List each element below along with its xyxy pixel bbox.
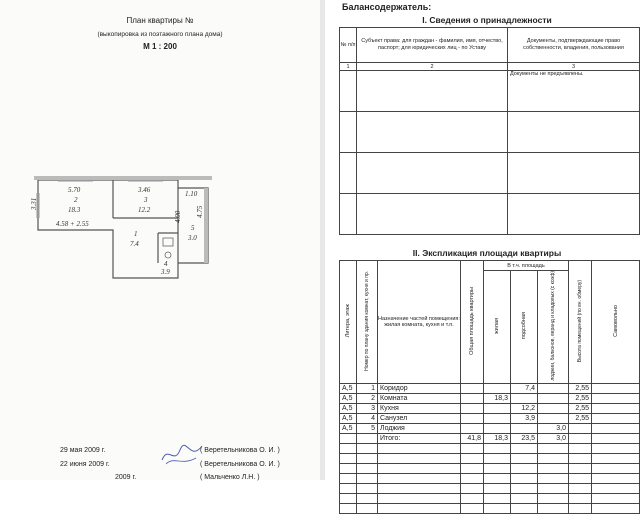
cell-name: Комната xyxy=(378,393,461,403)
col-number-2: 2 xyxy=(357,63,508,71)
header-height: Высота помещений (по вн. обмеру) xyxy=(577,279,583,362)
signature-name-3: ( Мальченко Л.Н. ) xyxy=(200,474,260,481)
cell-liter: А,5 xyxy=(340,403,357,413)
plan-subtitle: (выкопировка из поэтажного плана дома) xyxy=(97,31,223,38)
right-page xyxy=(325,0,640,480)
cell-total xyxy=(461,393,484,403)
table-row xyxy=(340,453,640,463)
cell-height: 2,55 xyxy=(569,393,592,403)
room3-num: 3 xyxy=(144,196,148,204)
cell-no: 2 xyxy=(357,393,378,403)
table-row xyxy=(340,393,640,403)
header-purpose: Назначение частей помещения: жилая комната, кухня и т.п. xyxy=(378,261,461,384)
cell-no: 4 xyxy=(357,413,378,423)
cell-liter: А,5 xyxy=(340,383,357,393)
total-row xyxy=(340,433,640,443)
table-row xyxy=(340,413,640,423)
bathtub-icon xyxy=(163,238,173,246)
cell-living xyxy=(484,403,511,413)
top-right-dim: 1.10 xyxy=(185,190,198,198)
header-aux: подсобная xyxy=(521,312,527,340)
cell-name: Лоджия xyxy=(378,423,461,433)
table-row xyxy=(340,423,640,433)
cell-living xyxy=(484,413,511,423)
signature-scribble-icon xyxy=(160,440,205,468)
header-incl: В т.ч. площадь xyxy=(484,261,569,271)
room1-area: 7.4 xyxy=(130,240,139,248)
total-aux: 23,5 xyxy=(511,433,538,443)
cell-loggia xyxy=(538,403,569,413)
cell-name: Коридор xyxy=(378,383,461,393)
cell-no: 3 xyxy=(357,403,378,413)
first-entry: Документы не предъявлены. xyxy=(508,71,640,112)
cell-total xyxy=(461,423,484,433)
cell-living xyxy=(484,383,511,393)
cell-aux xyxy=(511,423,538,433)
signature-date-2: 22 июня 2009 г. xyxy=(60,461,110,468)
cell-total xyxy=(461,383,484,393)
table-row xyxy=(340,403,640,413)
signature-name-1: ( Веретельникова О. И. ) xyxy=(200,447,280,454)
table-row xyxy=(340,443,640,453)
cell-aux xyxy=(511,393,538,403)
area-explication-table xyxy=(339,260,640,514)
total-label: Итого: xyxy=(378,433,461,443)
cell-loggia xyxy=(538,413,569,423)
cell-loggia xyxy=(538,393,569,403)
cell-height: 2,55 xyxy=(569,403,592,413)
table-row xyxy=(340,112,640,153)
room5-area: 3.0 xyxy=(188,234,197,242)
left-dim: 3.31 xyxy=(30,197,38,210)
table-row xyxy=(340,153,640,194)
room5-num: 5 xyxy=(191,224,195,232)
cell-height xyxy=(569,423,592,433)
cell-aux: 3,9 xyxy=(511,413,538,423)
left-page xyxy=(0,0,320,480)
room2-dim: 5.70 xyxy=(68,186,81,194)
cell-height: 2,55 xyxy=(569,383,592,393)
wall-hatch-top xyxy=(34,176,212,180)
table-row xyxy=(340,194,640,235)
cell-liter: А,5 xyxy=(340,393,357,403)
room2-num: 2 xyxy=(74,196,78,204)
cell-aux: 12,2 xyxy=(511,403,538,413)
cell-loggia xyxy=(538,383,569,393)
room2-area: 18.3 xyxy=(68,206,81,214)
header-total: Общая площадь квартиры xyxy=(469,286,475,355)
room3-area: 12.2 xyxy=(138,206,151,214)
cell-living xyxy=(484,423,511,433)
cell-liter: А,5 xyxy=(340,423,357,433)
section1-title: I. Сведения о принадлежности xyxy=(422,15,552,25)
header-number: № п/п xyxy=(340,28,357,63)
room4-area: 3.9 xyxy=(161,268,170,276)
balance-holder-label: Балансодержатель: xyxy=(342,2,432,12)
signature-date-3: 2009 г. xyxy=(115,474,137,481)
table-row xyxy=(340,503,640,513)
table-row xyxy=(340,383,640,393)
header-documents: Документы, подтверждающие право собственности, владения, пользования xyxy=(508,28,640,63)
header-living: жилая xyxy=(494,317,500,334)
header-room-no: Номер по плану здания комнат, кухни и пр. xyxy=(364,270,370,371)
col-number-1: 1 xyxy=(340,63,357,71)
total-living: 18,3 xyxy=(484,433,511,443)
cell-name: Санузел xyxy=(378,413,461,423)
cell-total xyxy=(461,403,484,413)
table-row xyxy=(340,71,640,112)
section2-title: II. Экспликация площади квартиры xyxy=(412,248,562,258)
header-subject: Субъект права: для граждан - фамилия, имя, отчество, паспорт; для юридических лиц - по Уставу xyxy=(357,28,508,63)
col-number-3: 3 xyxy=(508,63,640,71)
table-row xyxy=(340,463,640,473)
signature-date-1: 29 мая 2009 г. xyxy=(60,447,106,454)
table-row xyxy=(340,493,640,503)
plan-scale: М 1 : 200 xyxy=(143,42,177,51)
room3-dim: 3.46 xyxy=(138,186,151,194)
room4-num: 4 xyxy=(164,260,168,268)
plan-title: План квартиры № xyxy=(126,16,194,25)
table-row xyxy=(340,473,640,483)
cell-living: 18,3 xyxy=(484,393,511,403)
cell-no: 1 xyxy=(357,383,378,393)
cell-no: 5 xyxy=(357,423,378,433)
toilet-icon xyxy=(165,252,171,258)
header-liter: Литера, этаж xyxy=(345,304,351,338)
floor-plan xyxy=(28,168,218,283)
outer-wall xyxy=(38,180,208,278)
signature-name-2: ( Веретельникова О. И. ) xyxy=(200,461,280,468)
total-loggia: 3,0 xyxy=(538,433,569,443)
mid-dim: 4.00 xyxy=(174,210,182,223)
header-loggia: лоджии, балконов, веранд и кладовых (с коэф) xyxy=(550,271,556,381)
cell-liter: А,5 xyxy=(340,413,357,423)
room1-num: 1 xyxy=(134,230,138,238)
ownership-table xyxy=(339,27,640,235)
table-row xyxy=(340,483,640,493)
cell-name: Кухня xyxy=(378,403,461,413)
cell-loggia: 3,0 xyxy=(538,423,569,433)
header-extra: Самовольно xyxy=(612,304,619,337)
bottom-dim: 4.58 + 2.55 xyxy=(56,220,89,228)
wall-hatch-right xyxy=(204,188,208,263)
side-dim: 4.75 xyxy=(196,205,204,218)
cell-height: 2,55 xyxy=(569,413,592,423)
total-total: 41,8 xyxy=(461,433,484,443)
cell-total xyxy=(461,413,484,423)
cell-aux: 7,4 xyxy=(511,383,538,393)
